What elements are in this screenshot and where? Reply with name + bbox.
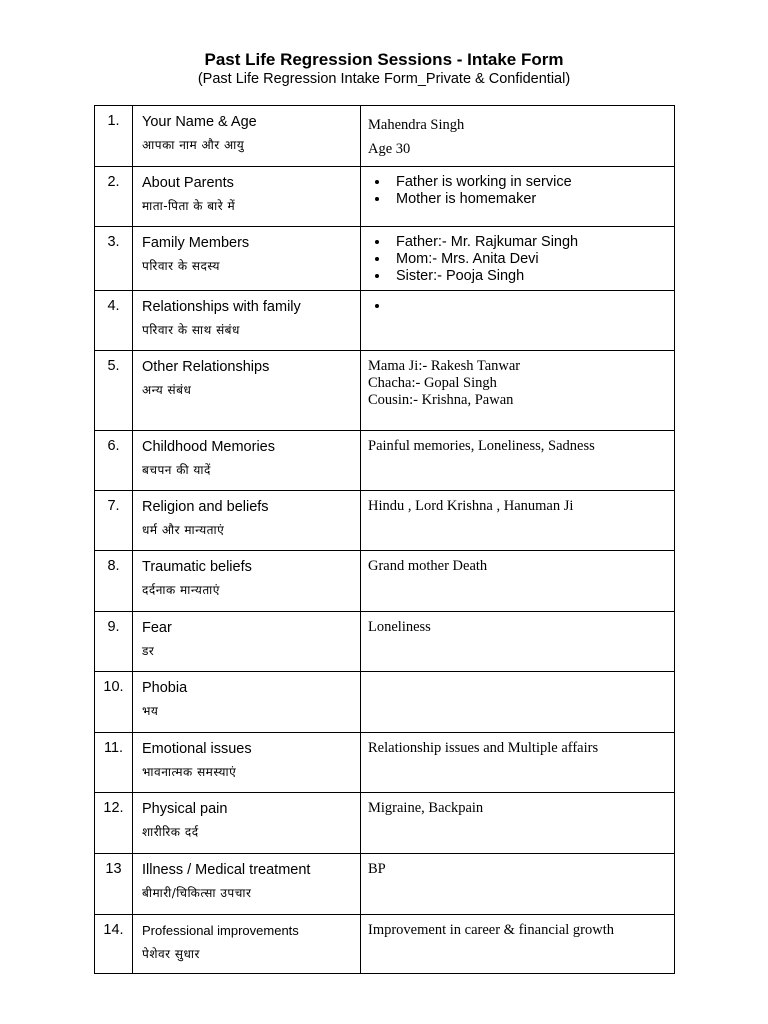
row-number: 10. bbox=[95, 672, 133, 733]
row-number: 5. bbox=[95, 351, 133, 431]
row-value[interactable] bbox=[361, 491, 675, 551]
label-english: Professional improvements bbox=[142, 923, 299, 938]
row-label bbox=[133, 854, 361, 915]
value-text bbox=[368, 740, 674, 757]
table-row bbox=[95, 672, 675, 733]
bullet-item: • Mom:- Mrs. Anita Devi bbox=[390, 251, 674, 268]
label-hindi: भावनात्मक समस्याएं bbox=[142, 765, 237, 779]
label-hindi: धर्म और मान्यताएं bbox=[142, 523, 225, 537]
row-label bbox=[133, 431, 361, 491]
row-value[interactable] bbox=[361, 672, 675, 733]
value-text bbox=[368, 438, 674, 455]
form-subtitle: (Past Life Regression Intake Form_Private & Confidential) bbox=[197, 71, 571, 87]
value-bullet-list bbox=[368, 234, 674, 285]
table-row bbox=[95, 291, 675, 351]
row-value[interactable] bbox=[361, 351, 675, 431]
value-line: Hindu , Lord Krishna , Hanuman Ji bbox=[368, 498, 574, 514]
value-line: Grand mother Death bbox=[368, 558, 488, 574]
row-value[interactable] bbox=[361, 733, 675, 793]
bullet-item bbox=[390, 298, 674, 315]
table-row bbox=[95, 106, 675, 167]
label-hindi: बीमारी/चिकित्सा उपचार bbox=[142, 886, 252, 900]
row-label bbox=[133, 612, 361, 672]
value-text bbox=[368, 558, 674, 575]
row-number: 3. bbox=[95, 227, 133, 291]
row-value[interactable] bbox=[361, 431, 675, 491]
row-label bbox=[133, 672, 361, 733]
row-label bbox=[133, 351, 361, 431]
value-text bbox=[368, 800, 674, 817]
label-english: Religion and beliefs bbox=[142, 499, 269, 515]
table-row bbox=[95, 167, 675, 227]
value-line: BP bbox=[368, 861, 386, 877]
row-label bbox=[133, 793, 361, 854]
value-line: Migraine, Backpain bbox=[368, 800, 484, 816]
value-line: Age 30 bbox=[368, 141, 411, 157]
table-row bbox=[95, 854, 675, 915]
row-number: 8. bbox=[95, 551, 133, 612]
form-title: Past Life Regression Sessions - Intake Form bbox=[204, 50, 564, 69]
value-line: Mama Ji:- Rakesh Tanwar bbox=[368, 358, 521, 374]
label-english: Fear bbox=[142, 620, 172, 636]
label-hindi: आपका नाम और आयु bbox=[142, 138, 245, 152]
table-row bbox=[95, 612, 675, 672]
table-row bbox=[95, 431, 675, 491]
row-value[interactable] bbox=[361, 227, 675, 291]
label-english: Emotional issues bbox=[142, 741, 252, 757]
value-line: Cousin:- Krishna, Pawan bbox=[368, 392, 514, 408]
row-value[interactable] bbox=[361, 854, 675, 915]
value-bullet-list bbox=[368, 298, 674, 315]
row-number: 11. bbox=[95, 733, 133, 793]
row-label bbox=[133, 106, 361, 167]
row-value[interactable] bbox=[361, 551, 675, 612]
row-number: 14. bbox=[95, 915, 133, 974]
table-row bbox=[95, 793, 675, 854]
value-text bbox=[368, 358, 674, 409]
row-label bbox=[133, 167, 361, 227]
label-english: Traumatic beliefs bbox=[142, 559, 252, 575]
label-hindi: परिवार के साथ संबंध bbox=[142, 323, 240, 337]
value-line: Loneliness bbox=[368, 619, 431, 635]
label-hindi: बचपन की यादें bbox=[142, 463, 211, 477]
value-text bbox=[368, 922, 674, 939]
label-english: Physical pain bbox=[142, 801, 228, 817]
value-line: Relationship issues and Multiple affairs bbox=[368, 740, 599, 756]
label-english: Your Name & Age bbox=[142, 114, 257, 130]
label-english: About Parents bbox=[142, 175, 234, 191]
label-hindi: दर्दनाक मान्यताएं bbox=[142, 583, 220, 597]
bullet-item: • Father is working in service bbox=[390, 174, 674, 191]
label-english: Childhood Memories bbox=[142, 439, 275, 455]
value-text bbox=[368, 861, 674, 878]
row-label bbox=[133, 491, 361, 551]
row-value[interactable] bbox=[361, 106, 675, 167]
value-text bbox=[368, 619, 674, 636]
row-value[interactable] bbox=[361, 793, 675, 854]
label-hindi: डर bbox=[142, 644, 155, 658]
row-label bbox=[133, 915, 361, 974]
value-bullet-list bbox=[368, 174, 674, 208]
row-value[interactable] bbox=[361, 612, 675, 672]
row-value[interactable] bbox=[361, 167, 675, 227]
row-label bbox=[133, 291, 361, 351]
value-line: Chacha:- Gopal Singh bbox=[368, 375, 497, 391]
row-value[interactable] bbox=[361, 291, 675, 351]
row-label bbox=[133, 733, 361, 793]
row-number: 6. bbox=[95, 431, 133, 491]
table-row bbox=[95, 551, 675, 612]
label-hindi: पेशेवर सुधार bbox=[142, 947, 200, 961]
label-hindi: शारीरिक दर्द bbox=[142, 825, 199, 839]
row-number: 7. bbox=[95, 491, 133, 551]
label-english: Relationships with family bbox=[142, 299, 301, 315]
table-row bbox=[95, 491, 675, 551]
table-row bbox=[95, 227, 675, 291]
row-number: 2. bbox=[95, 167, 133, 227]
value-line: Mahendra Singh bbox=[368, 117, 465, 133]
row-number: 12. bbox=[95, 793, 133, 854]
intake-form-table bbox=[94, 105, 675, 974]
value-line: Painful memories, Loneliness, Sadness bbox=[368, 438, 595, 454]
table-row bbox=[95, 351, 675, 431]
bullet-item: • Father:- Mr. Rajkumar Singh bbox=[390, 234, 674, 251]
bullet-item: • Sister:- Pooja Singh bbox=[390, 268, 674, 285]
label-hindi: परिवार के सदस्य bbox=[142, 259, 220, 273]
value-text bbox=[368, 498, 674, 515]
row-number: 13 bbox=[95, 854, 133, 915]
label-hindi: अन्य संबंध bbox=[142, 383, 192, 397]
label-english: Illness / Medical treatment bbox=[142, 862, 311, 878]
label-english: Phobia bbox=[142, 680, 188, 696]
value-text bbox=[368, 113, 674, 161]
row-value[interactable] bbox=[361, 915, 675, 974]
table-row bbox=[95, 733, 675, 793]
label-hindi: भय bbox=[142, 704, 159, 718]
label-english: Other Relationships bbox=[142, 359, 270, 375]
row-number: 9. bbox=[95, 612, 133, 672]
value-line: Improvement in career & financial growth bbox=[368, 922, 614, 938]
label-english: Family Members bbox=[142, 235, 250, 251]
row-number: 4. bbox=[95, 291, 133, 351]
row-number: 1. bbox=[95, 106, 133, 167]
label-hindi: माता-पिता के बारे में bbox=[142, 199, 236, 213]
row-label bbox=[133, 227, 361, 291]
table-row bbox=[95, 915, 675, 974]
row-label bbox=[133, 551, 361, 612]
bullet-item: • Mother is homemaker bbox=[390, 191, 674, 208]
